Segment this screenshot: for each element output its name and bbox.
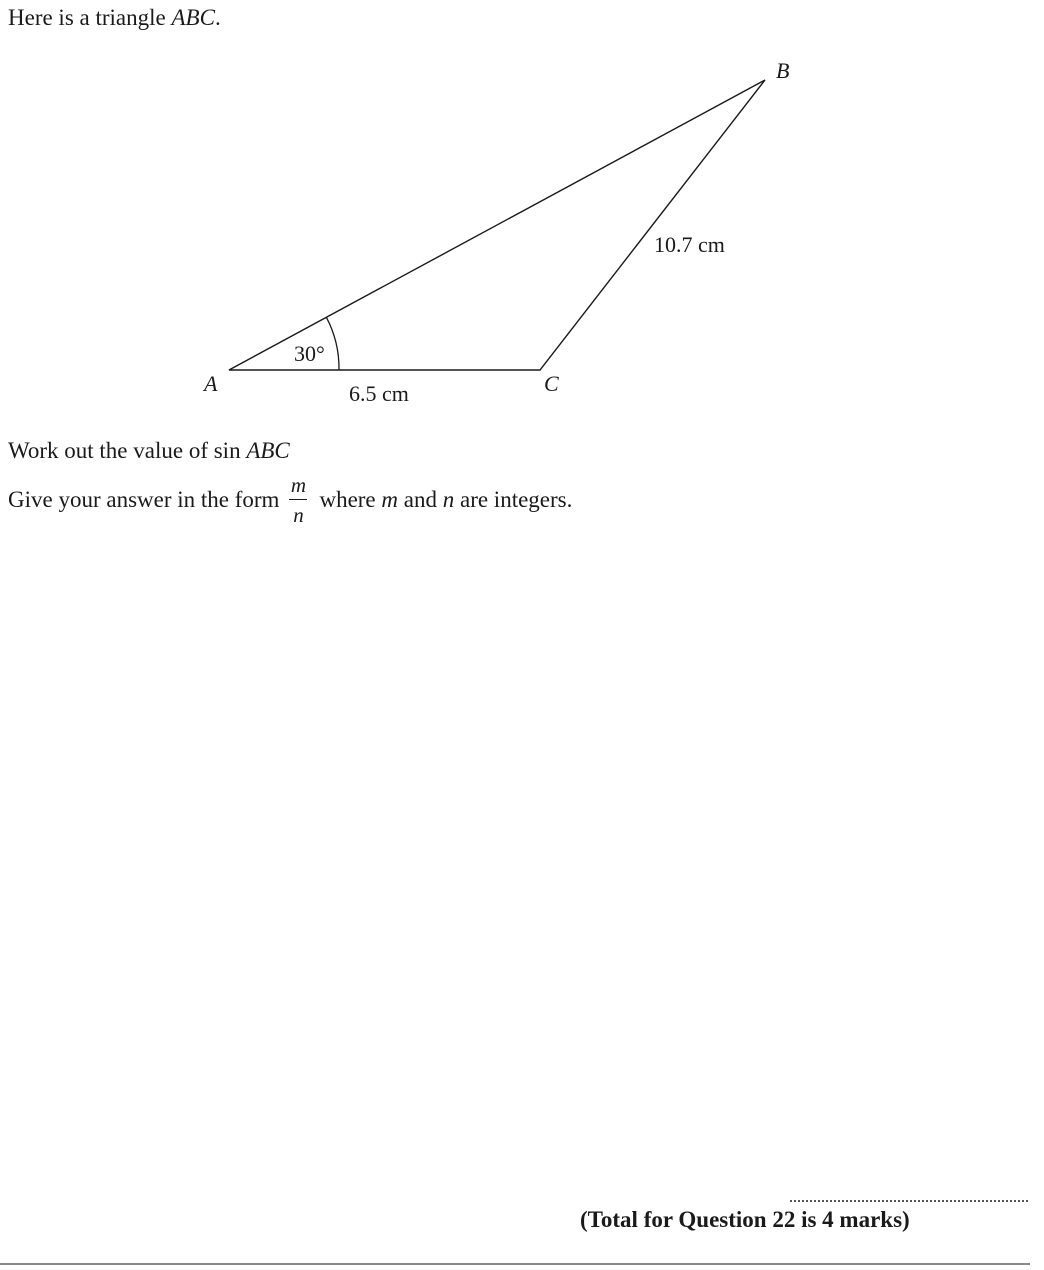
total-marks: (Total for Question 22 is 4 marks) [580, 1207, 910, 1232]
triangle-diagram [0, 0, 1044, 420]
question-line-2 [8, 470, 572, 530]
vertex-label-a: A [204, 371, 218, 396]
side-label-bc: 10.7 cm [654, 232, 725, 257]
triangle-abc [229, 80, 765, 370]
question-line2-prefix: Give your answer in the form [8, 487, 280, 512]
fraction-denominator: n [293, 503, 304, 527]
fraction-m-over-n [289, 474, 307, 526]
question-line1-prefix: Work out the value of sin [8, 438, 247, 463]
question-line-1 [8, 437, 290, 465]
vertex-label-c: C [544, 371, 559, 396]
angle-label-a: 30° [294, 341, 325, 366]
fraction-bar [289, 499, 307, 500]
intro-prefix: Here is a triangle [8, 5, 172, 30]
side-label-ac: 6.5 cm [349, 381, 409, 406]
fraction-numerator: m [290, 473, 307, 497]
question-line2-where: where m and n are integers. [319, 487, 573, 512]
intro-suffix: . [214, 5, 221, 30]
var-n: n [442, 487, 455, 512]
angle-arc-a [326, 317, 339, 370]
answer-line[interactable] [790, 1200, 1028, 1202]
vertex-label-b: B [776, 58, 790, 83]
triangle-name: ABC [171, 5, 215, 30]
var-m: m [381, 487, 399, 512]
sin-variable: ABC [246, 438, 290, 463]
bottom-rule [0, 1263, 1030, 1265]
